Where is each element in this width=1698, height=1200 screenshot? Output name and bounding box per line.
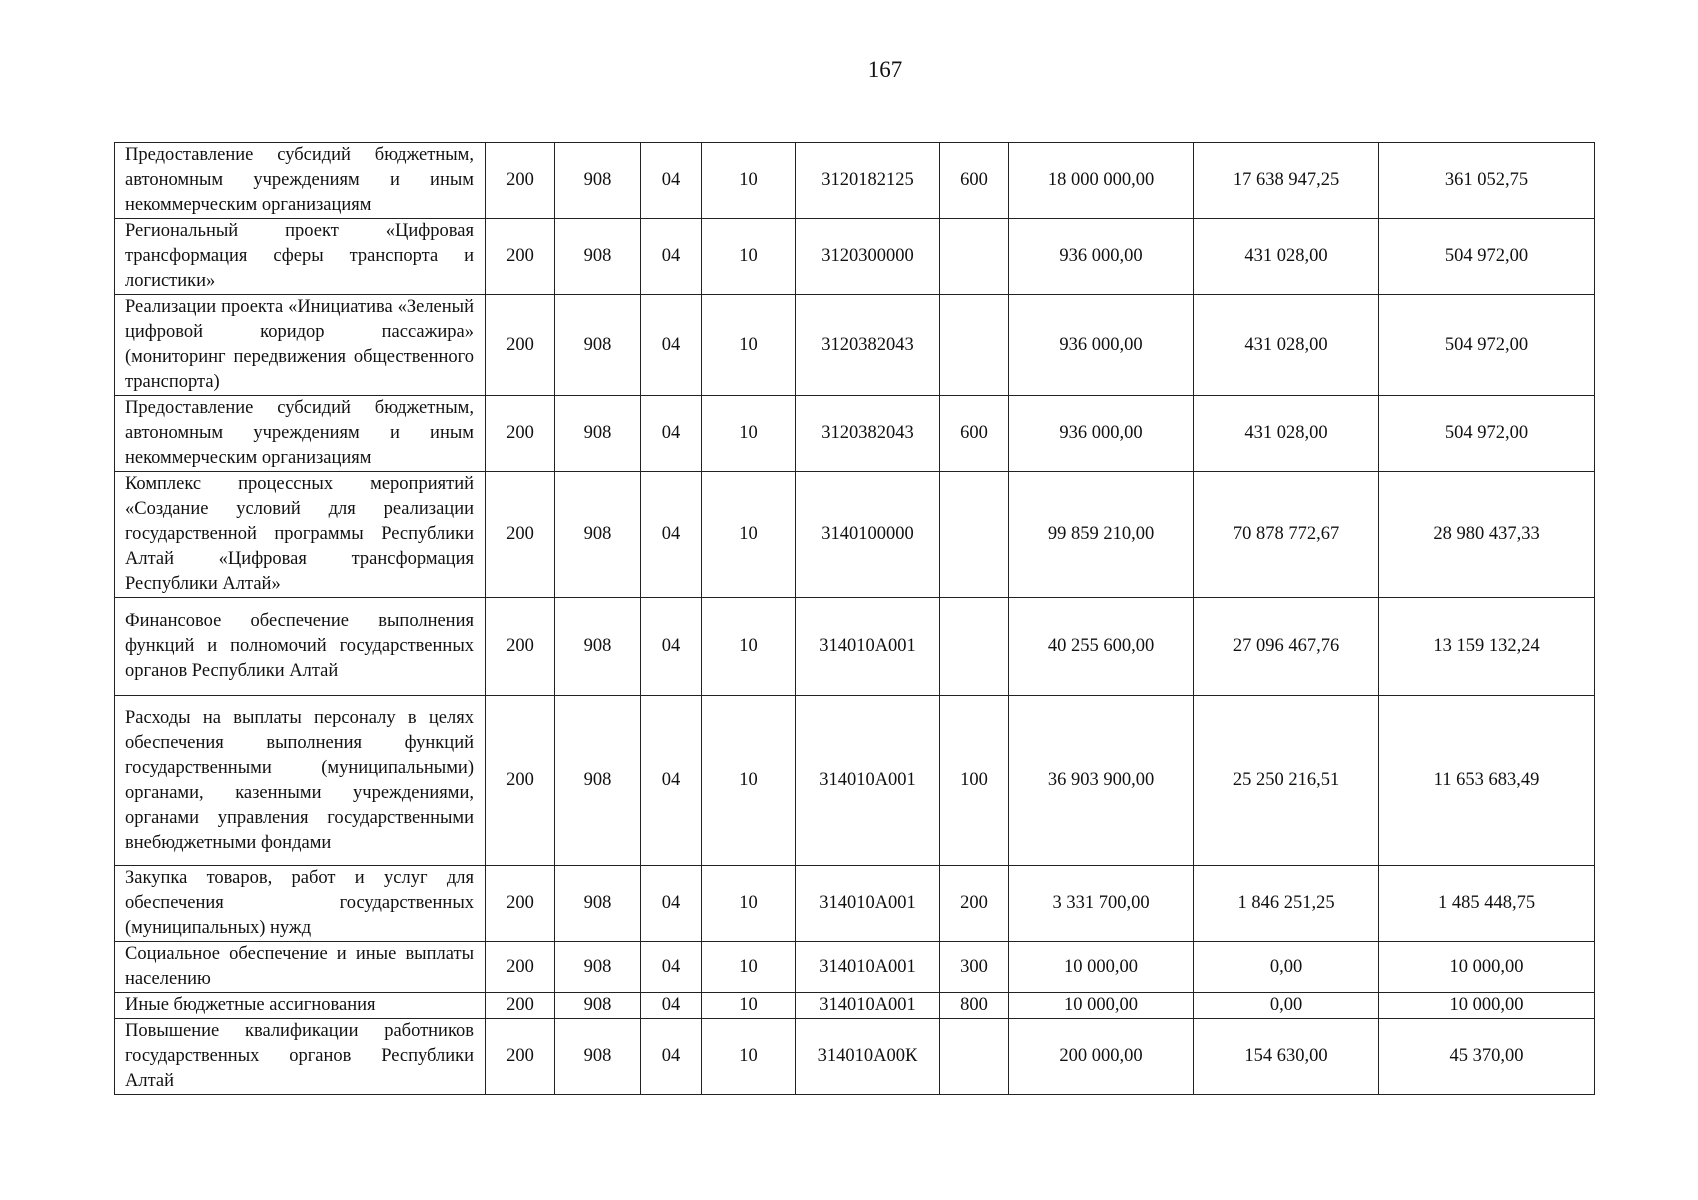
- cell-code-1: 200: [486, 295, 555, 396]
- cell-expense-type: 200: [940, 866, 1009, 942]
- cell-executed-amount: 25 250 216,51: [1194, 696, 1379, 866]
- cell-section: 04: [641, 993, 702, 1019]
- cell-section: 04: [641, 942, 702, 993]
- cell-section: 04: [641, 396, 702, 472]
- cell-code-2: 908: [555, 1019, 641, 1095]
- cell-expense-type: 100: [940, 696, 1009, 866]
- cell-code-2: 908: [555, 993, 641, 1019]
- cell-expense-type: 800: [940, 993, 1009, 1019]
- cell-planned-amount: 40 255 600,00: [1009, 598, 1194, 696]
- cell-section: 04: [641, 472, 702, 598]
- cell-planned-amount: 3 331 700,00: [1009, 866, 1194, 942]
- cell-section: 04: [641, 598, 702, 696]
- cell-executed-amount: 1 846 251,25: [1194, 866, 1379, 942]
- cell-remaining-amount: 504 972,00: [1379, 219, 1595, 295]
- cell-subsection: 10: [702, 696, 796, 866]
- cell-target-article: 314010А001: [796, 942, 940, 993]
- cell-item-name: Повышение квалификации работников государственных органов Республики Алтай: [115, 1019, 486, 1095]
- cell-remaining-amount: 45 370,00: [1379, 1019, 1595, 1095]
- table-row: [115, 942, 1595, 993]
- cell-executed-amount: 154 630,00: [1194, 1019, 1379, 1095]
- cell-item-name: Региональный проект «Цифровая трансформация сферы транспорта и логистики»: [115, 219, 486, 295]
- cell-target-article: 314010А00К: [796, 1019, 940, 1095]
- cell-code-1: 200: [486, 396, 555, 472]
- cell-expense-type: 600: [940, 396, 1009, 472]
- cell-subsection: 10: [702, 472, 796, 598]
- cell-planned-amount: 936 000,00: [1009, 396, 1194, 472]
- cell-code-2: 908: [555, 472, 641, 598]
- cell-remaining-amount: 28 980 437,33: [1379, 472, 1595, 598]
- cell-target-article: 3120182125: [796, 143, 940, 219]
- cell-code-2: 908: [555, 295, 641, 396]
- cell-code-2: 908: [555, 143, 641, 219]
- cell-target-article: 314010А001: [796, 598, 940, 696]
- cell-remaining-amount: 504 972,00: [1379, 396, 1595, 472]
- cell-item-name: Финансовое обеспечение выполнения функций и полномочий государственных органов Республики Алтай: [115, 598, 486, 696]
- cell-code-2: 908: [555, 598, 641, 696]
- cell-subsection: 10: [702, 993, 796, 1019]
- cell-planned-amount: 18 000 000,00: [1009, 143, 1194, 219]
- cell-executed-amount: 431 028,00: [1194, 295, 1379, 396]
- table-row: [115, 295, 1595, 396]
- cell-item-name: Социальное обеспечение и иные выплаты населению: [115, 942, 486, 993]
- cell-planned-amount: 936 000,00: [1009, 219, 1194, 295]
- cell-expense-type: 600: [940, 143, 1009, 219]
- table-row: [115, 219, 1595, 295]
- cell-expense-type: [940, 1019, 1009, 1095]
- cell-expense-type: 300: [940, 942, 1009, 993]
- cell-expense-type: [940, 295, 1009, 396]
- cell-remaining-amount: 504 972,00: [1379, 295, 1595, 396]
- cell-section: 04: [641, 143, 702, 219]
- cell-section: 04: [641, 1019, 702, 1095]
- cell-planned-amount: 936 000,00: [1009, 295, 1194, 396]
- cell-code-1: 200: [486, 143, 555, 219]
- table-row: [115, 472, 1595, 598]
- table-row: [115, 696, 1595, 866]
- cell-expense-type: [940, 598, 1009, 696]
- cell-planned-amount: 10 000,00: [1009, 942, 1194, 993]
- cell-executed-amount: 431 028,00: [1194, 219, 1379, 295]
- cell-target-article: 3120300000: [796, 219, 940, 295]
- cell-planned-amount: 99 859 210,00: [1009, 472, 1194, 598]
- cell-executed-amount: 70 878 772,67: [1194, 472, 1379, 598]
- cell-subsection: 10: [702, 942, 796, 993]
- cell-code-1: 200: [486, 993, 555, 1019]
- table-body: [115, 143, 1595, 1095]
- cell-executed-amount: 431 028,00: [1194, 396, 1379, 472]
- cell-item-name: Иные бюджетные ассигнования: [115, 993, 486, 1019]
- cell-subsection: 10: [702, 143, 796, 219]
- cell-item-name: Закупка товаров, работ и услуг для обеспечения государственных (муниципальных) нужд: [115, 866, 486, 942]
- cell-code-2: 908: [555, 396, 641, 472]
- cell-planned-amount: 10 000,00: [1009, 993, 1194, 1019]
- cell-subsection: 10: [702, 396, 796, 472]
- cell-code-1: 200: [486, 598, 555, 696]
- cell-target-article: 314010А001: [796, 696, 940, 866]
- cell-target-article: 314010А001: [796, 993, 940, 1019]
- cell-item-name: Комплекс процессных мероприятий «Создание условий для реализации государственной программы Республики Алтай «Цифровая трансформация Республики Алтай»: [115, 472, 486, 598]
- cell-code-2: 908: [555, 696, 641, 866]
- cell-target-article: 3120382043: [796, 295, 940, 396]
- table-row: [115, 143, 1595, 219]
- cell-subsection: 10: [702, 219, 796, 295]
- cell-code-1: 200: [486, 942, 555, 993]
- cell-target-article: 3140100000: [796, 472, 940, 598]
- cell-target-article: 3120382043: [796, 396, 940, 472]
- cell-subsection: 10: [702, 1019, 796, 1095]
- cell-remaining-amount: 10 000,00: [1379, 942, 1595, 993]
- cell-item-name: Предоставление субсидий бюджетным, автономным учреждениям и иным некоммерческим организациям: [115, 143, 486, 219]
- cell-target-article: 314010А001: [796, 866, 940, 942]
- table-row: [115, 1019, 1595, 1095]
- cell-code-1: 200: [486, 472, 555, 598]
- cell-section: 04: [641, 866, 702, 942]
- cell-code-1: 200: [486, 219, 555, 295]
- cell-planned-amount: 200 000,00: [1009, 1019, 1194, 1095]
- cell-planned-amount: 36 903 900,00: [1009, 696, 1194, 866]
- cell-code-2: 908: [555, 866, 641, 942]
- cell-remaining-amount: 11 653 683,49: [1379, 696, 1595, 866]
- cell-expense-type: [940, 219, 1009, 295]
- cell-subsection: 10: [702, 598, 796, 696]
- table-row: [115, 866, 1595, 942]
- table-row: [115, 396, 1595, 472]
- cell-code-1: 200: [486, 696, 555, 866]
- cell-executed-amount: 27 096 467,76: [1194, 598, 1379, 696]
- cell-item-name: Расходы на выплаты персоналу в целях обеспечения выполнения функций государственными (муниципальными) органами, казенными учреждениями, органами управления государственными внебюджетными фондами: [115, 696, 486, 866]
- cell-code-2: 908: [555, 219, 641, 295]
- cell-remaining-amount: 10 000,00: [1379, 993, 1595, 1019]
- cell-executed-amount: 0,00: [1194, 942, 1379, 993]
- cell-item-name: Реализации проекта «Инициатива «Зеленый цифровой коридор пассажира» (мониторинг передвижения общественного транспорта): [115, 295, 486, 396]
- cell-section: 04: [641, 219, 702, 295]
- cell-code-1: 200: [486, 1019, 555, 1095]
- cell-remaining-amount: 361 052,75: [1379, 143, 1595, 219]
- table-row: [115, 993, 1595, 1019]
- cell-executed-amount: 0,00: [1194, 993, 1379, 1019]
- page-number: 167: [867, 57, 903, 82]
- cell-subsection: 10: [702, 866, 796, 942]
- cell-section: 04: [641, 295, 702, 396]
- cell-remaining-amount: 13 159 132,24: [1379, 598, 1595, 696]
- budget-table: [114, 142, 1595, 1095]
- cell-code-1: 200: [486, 866, 555, 942]
- table-row: [115, 598, 1595, 696]
- cell-item-name: Предоставление субсидий бюджетным, автономным учреждениям и иным некоммерческим организациям: [115, 396, 486, 472]
- cell-subsection: 10: [702, 295, 796, 396]
- cell-expense-type: [940, 472, 1009, 598]
- cell-section: 04: [641, 696, 702, 866]
- cell-code-2: 908: [555, 942, 641, 993]
- cell-remaining-amount: 1 485 448,75: [1379, 866, 1595, 942]
- cell-executed-amount: 17 638 947,25: [1194, 143, 1379, 219]
